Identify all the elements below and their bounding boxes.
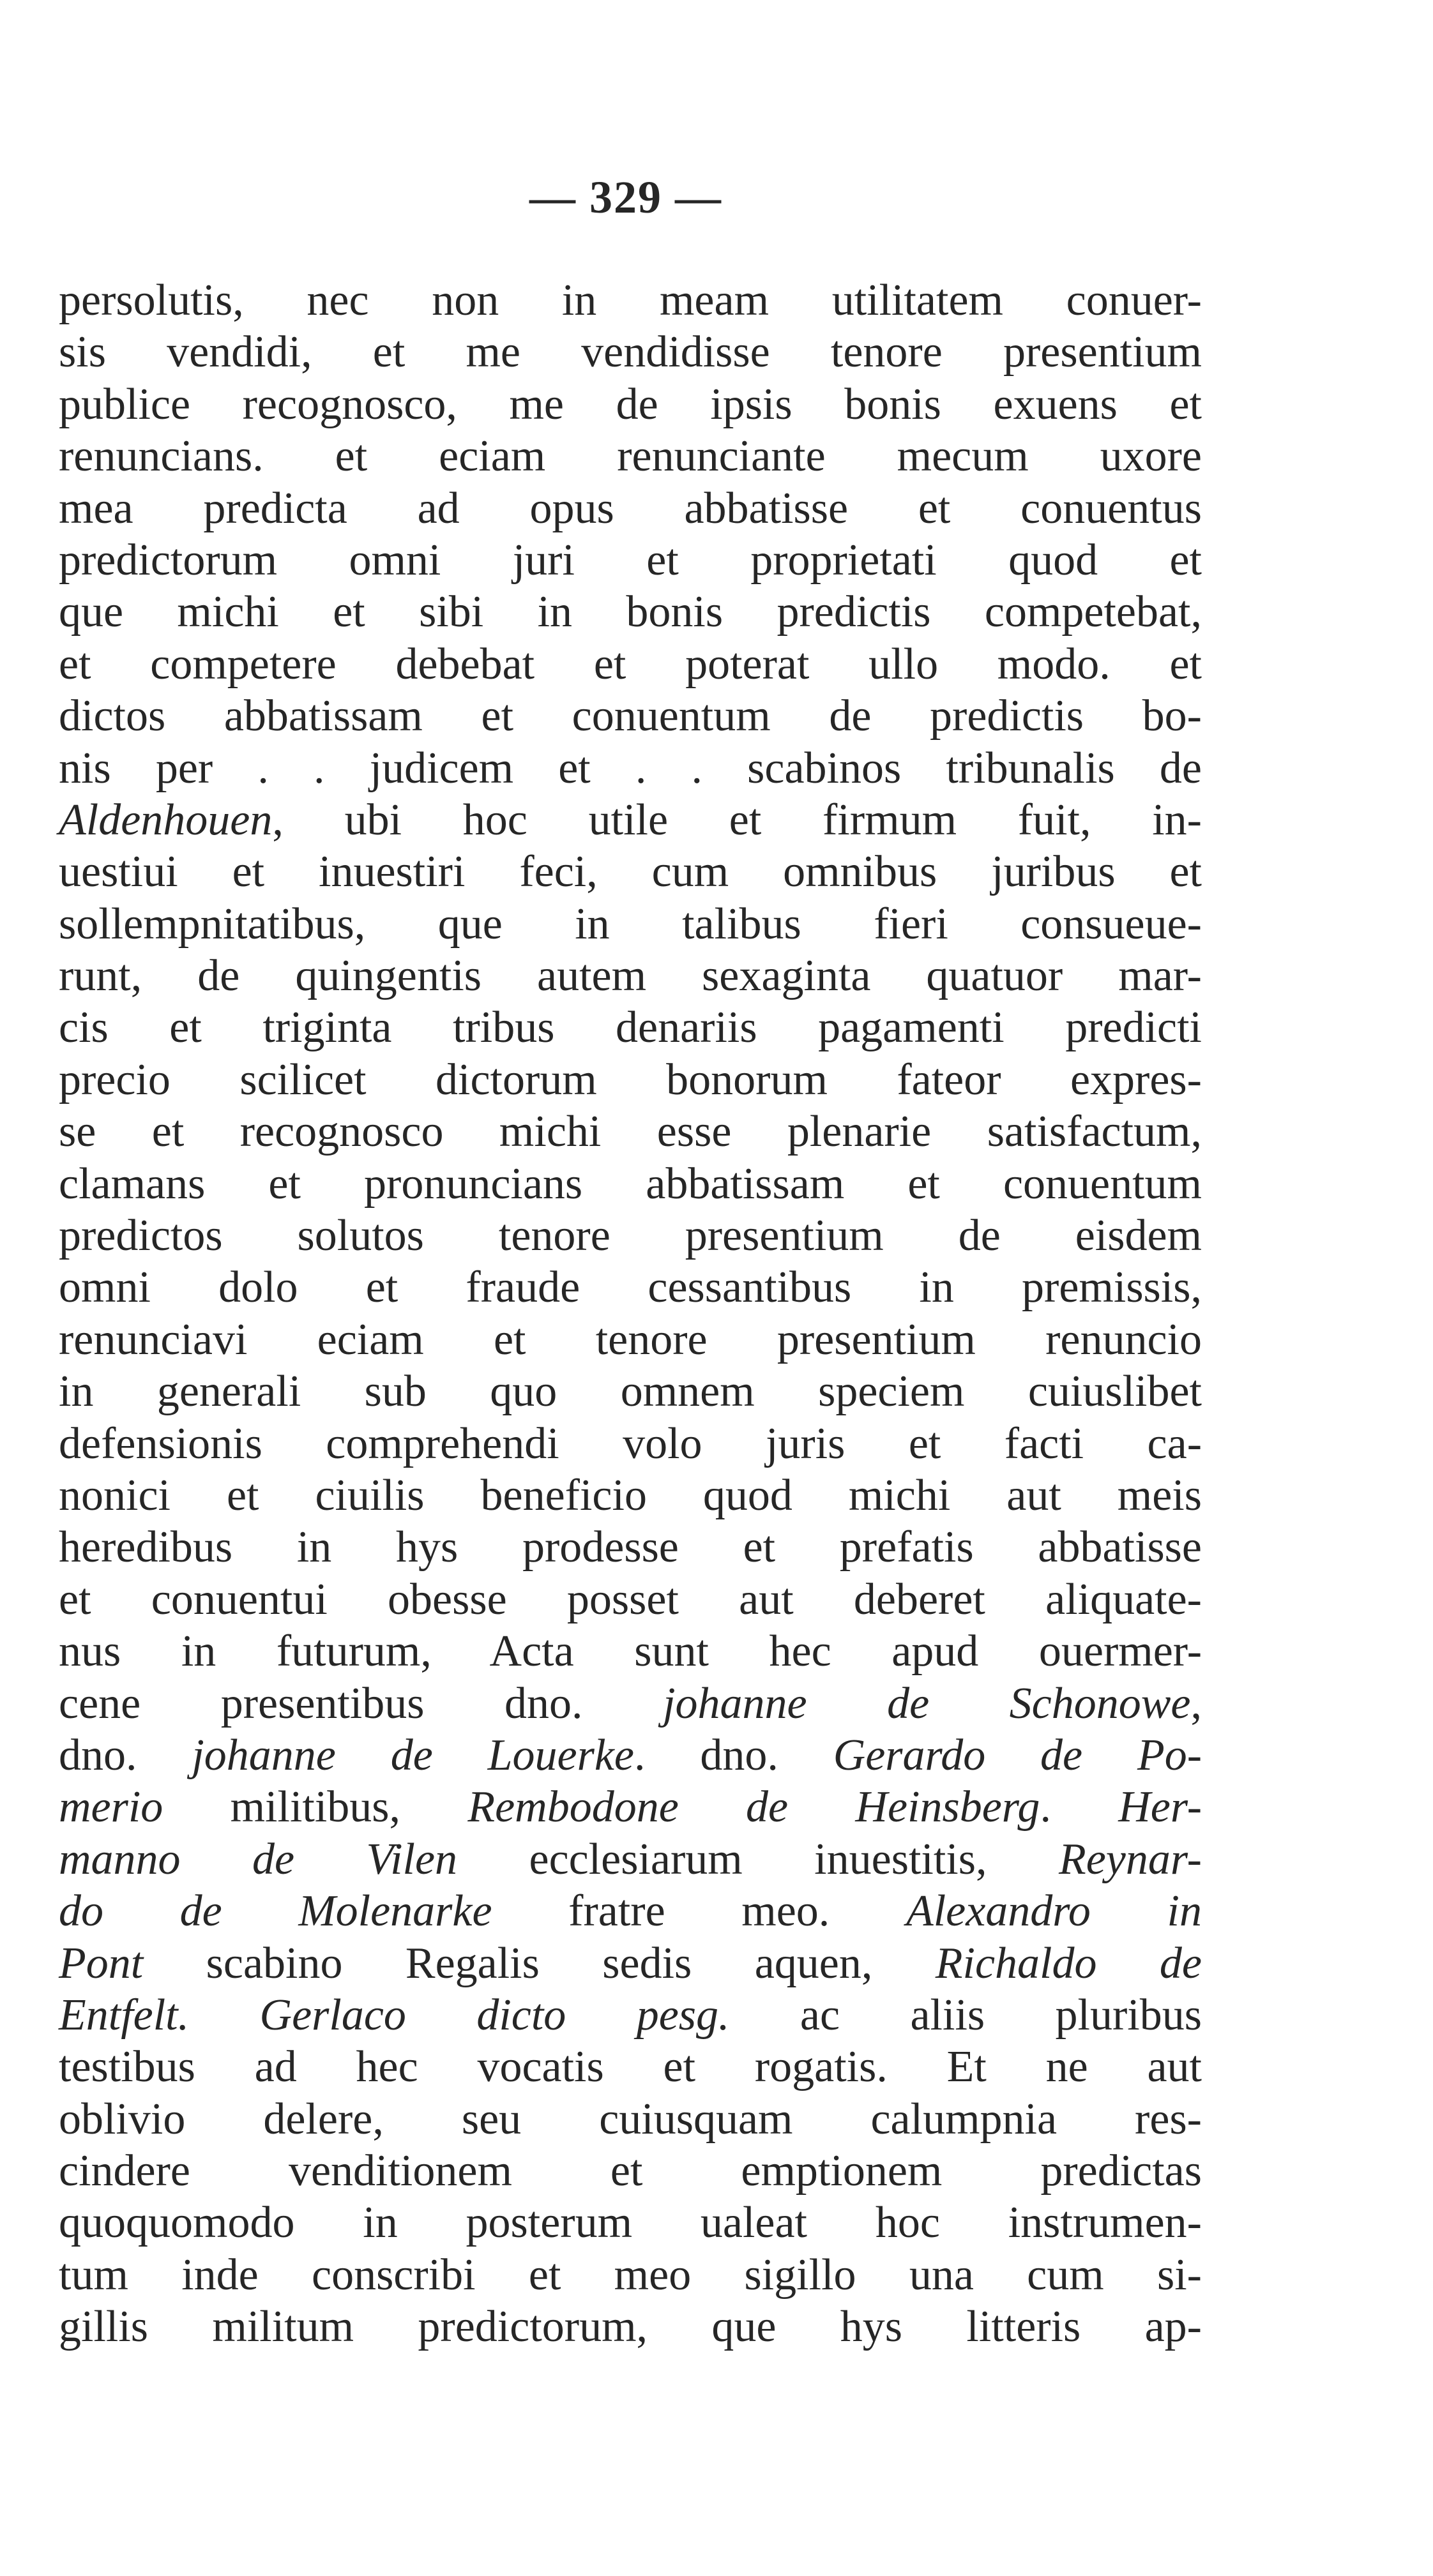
text-line (59, 1729, 1202, 1781)
text-segment: predictos solutos tenore presentium de eisdem (59, 1211, 1202, 1261)
text-segment: renunciavi eciam et tenore presentium renuncio (59, 1314, 1202, 1364)
italic-name-text: do de Molenarke (59, 1887, 492, 1936)
text-segment: heredibus in hys prodesse et prefatis abbatisse (59, 1523, 1202, 1572)
italic-name-text: Aldenhouen (59, 795, 273, 845)
text-line (59, 1989, 1202, 2041)
text-line (59, 1678, 1202, 1729)
text-line (59, 1054, 1202, 1106)
text-line (59, 1418, 1202, 1470)
italic-name-text: Richaldo de (935, 1938, 1202, 1988)
text-segment: dno. (59, 1730, 192, 1780)
text-line (59, 1210, 1202, 1262)
text-line (59, 2093, 1202, 2145)
text-line (59, 1002, 1202, 1053)
text-segment: ecclesiarum inuestitis, (457, 1834, 1059, 1884)
italic-name-text: Gerardo de Po- (833, 1730, 1202, 1780)
text-line (59, 2197, 1202, 2248)
italic-name-text: Rembodone de Heinsberg (467, 1782, 1040, 1832)
text-line (59, 1834, 1202, 1885)
text-line (59, 2041, 1202, 2093)
italic-name-text: Entfelt. Gerlaco dicto pesg. (59, 1990, 730, 2040)
italic-name-text: Her- (1118, 1782, 1202, 1832)
italic-name-text: johanne de Louerke (192, 1730, 634, 1780)
text-segment: . (1040, 1782, 1119, 1832)
text-segment: in generali sub quo omnem speciem cuiuslibet (59, 1367, 1202, 1417)
italic-name-text: johanne de Schonowe (663, 1678, 1191, 1728)
text-line (59, 1521, 1202, 1573)
text-segment: nus in futurum, Acta sunt hec apud ouermer- (59, 1627, 1202, 1676)
text-line (59, 483, 1202, 534)
text-segment: runt, de quingentis autem sexaginta quatuor mar- (59, 951, 1202, 1001)
text-segment: gillis militum predictorum, que hys litteris ap- (59, 2302, 1202, 2352)
text-segment: defensionis comprehendi volo juris et facti ca- (59, 1419, 1202, 1468)
text-segment: renuncians. et eciam renunciante mecum uxore (59, 432, 1202, 481)
text-segment: militibus, (163, 1782, 468, 1832)
text-segment: mea predicta ad opus abbatisse et conuentus (59, 483, 1202, 533)
text-line (59, 586, 1202, 638)
text-line (59, 1781, 1202, 1833)
text-line (59, 2301, 1202, 2353)
text-line (59, 1470, 1202, 1521)
italic-name-text: merio (59, 1782, 163, 1832)
text-line (59, 950, 1202, 1002)
text-segment: cene presentibus dno. (59, 1678, 663, 1728)
text-segment: precio scilicet dictorum bonorum fateor expres- (59, 1055, 1202, 1104)
text-segment: predictorum omni juri et proprietati quod et (59, 535, 1202, 585)
text-line (59, 430, 1202, 482)
text-line (59, 846, 1202, 898)
text-segment: sollempnitatibus, que in talibus fieri consueue- (59, 899, 1202, 949)
text-segment: cindere venditionem et emptionem predictas (59, 2146, 1202, 2196)
text-line (59, 1885, 1202, 1937)
italic-name-text: manno de Vilen (59, 1834, 458, 1884)
text-segment: fratre meo. (492, 1887, 906, 1936)
page-number: — 329 — (529, 172, 722, 223)
text-line (59, 1366, 1202, 1417)
text-segment: uestiui et inuestiri feci, cum omnibus juribus et (59, 847, 1202, 897)
text-line (59, 638, 1202, 690)
text-line (59, 326, 1202, 378)
text-segment: , (1190, 1678, 1202, 1728)
text-segment: et conuentui obesse posset aut deberet aliquate- (59, 1574, 1202, 1624)
text-segment: ac aliis pluribus (729, 1990, 1202, 2040)
text-segment: et competere debebat et poterat ullo modo. et (59, 639, 1202, 689)
text-line (59, 898, 1202, 950)
text-line (59, 1158, 1202, 1210)
text-segment: quoquomodo in posterum ualeat hoc instrumen- (59, 2198, 1202, 2248)
text-segment: testibus ad hec vocatis et rogatis. Et ne aut (59, 2042, 1202, 2092)
body-text (59, 275, 1202, 2353)
text-line (59, 794, 1202, 846)
text-segment: oblivio delere, seu cuiusquam calumpnia res- (59, 2094, 1202, 2144)
text-line (59, 379, 1202, 430)
text-segment: se et recognosco michi esse plenarie satisfactum, (59, 1107, 1202, 1157)
italic-name-text: Reynar- (1058, 1834, 1202, 1884)
italic-name-text: Alexandro in (906, 1887, 1202, 1936)
italic-name-text: Pont (59, 1938, 144, 1988)
text-line (59, 1262, 1202, 1313)
text-segment: sis vendidi, et me vendidisse tenore presentium (59, 328, 1202, 377)
text-line (59, 2249, 1202, 2301)
text-line (59, 1314, 1202, 1366)
text-segment: nonici et ciuilis beneficio quod michi aut meis (59, 1470, 1202, 1520)
text-line (59, 1625, 1202, 1677)
text-line (59, 2145, 1202, 2197)
text-segment: tum inde conscribi et meo sigillo una cum si- (59, 2250, 1202, 2300)
text-segment: que michi et sibi in bonis predictis competebat, (59, 587, 1202, 637)
text-segment: publice recognosco, me de ipsis bonis exuens et (59, 379, 1202, 429)
text-segment: cis et triginta tribus denariis pagamenti predicti (59, 1003, 1202, 1053)
text-line (59, 275, 1202, 326)
text-segment: persolutis, nec non in meam utilitatem conuer- (59, 276, 1202, 325)
text-segment: clamans et pronuncians abbatissam et conuentum (59, 1159, 1202, 1209)
text-line (59, 534, 1202, 586)
text-line (59, 742, 1202, 794)
text-line (59, 690, 1202, 742)
text-segment: scabino Regalis sedis aquen, (143, 1938, 936, 1988)
text-segment: nis per . . judicem et . . scabinos tribunalis de (59, 743, 1202, 793)
text-line (59, 1106, 1202, 1157)
text-segment: omni dolo et fraude cessantibus in premissis, (59, 1263, 1202, 1313)
text-line (59, 1938, 1202, 1989)
text-segment: , ubi hoc utile et firmum fuit, in- (272, 795, 1202, 845)
text-line (59, 1574, 1202, 1625)
text-segment: . dno. (634, 1730, 833, 1780)
text-segment: dictos abbatissam et conuentum de predictis bo- (59, 691, 1202, 741)
